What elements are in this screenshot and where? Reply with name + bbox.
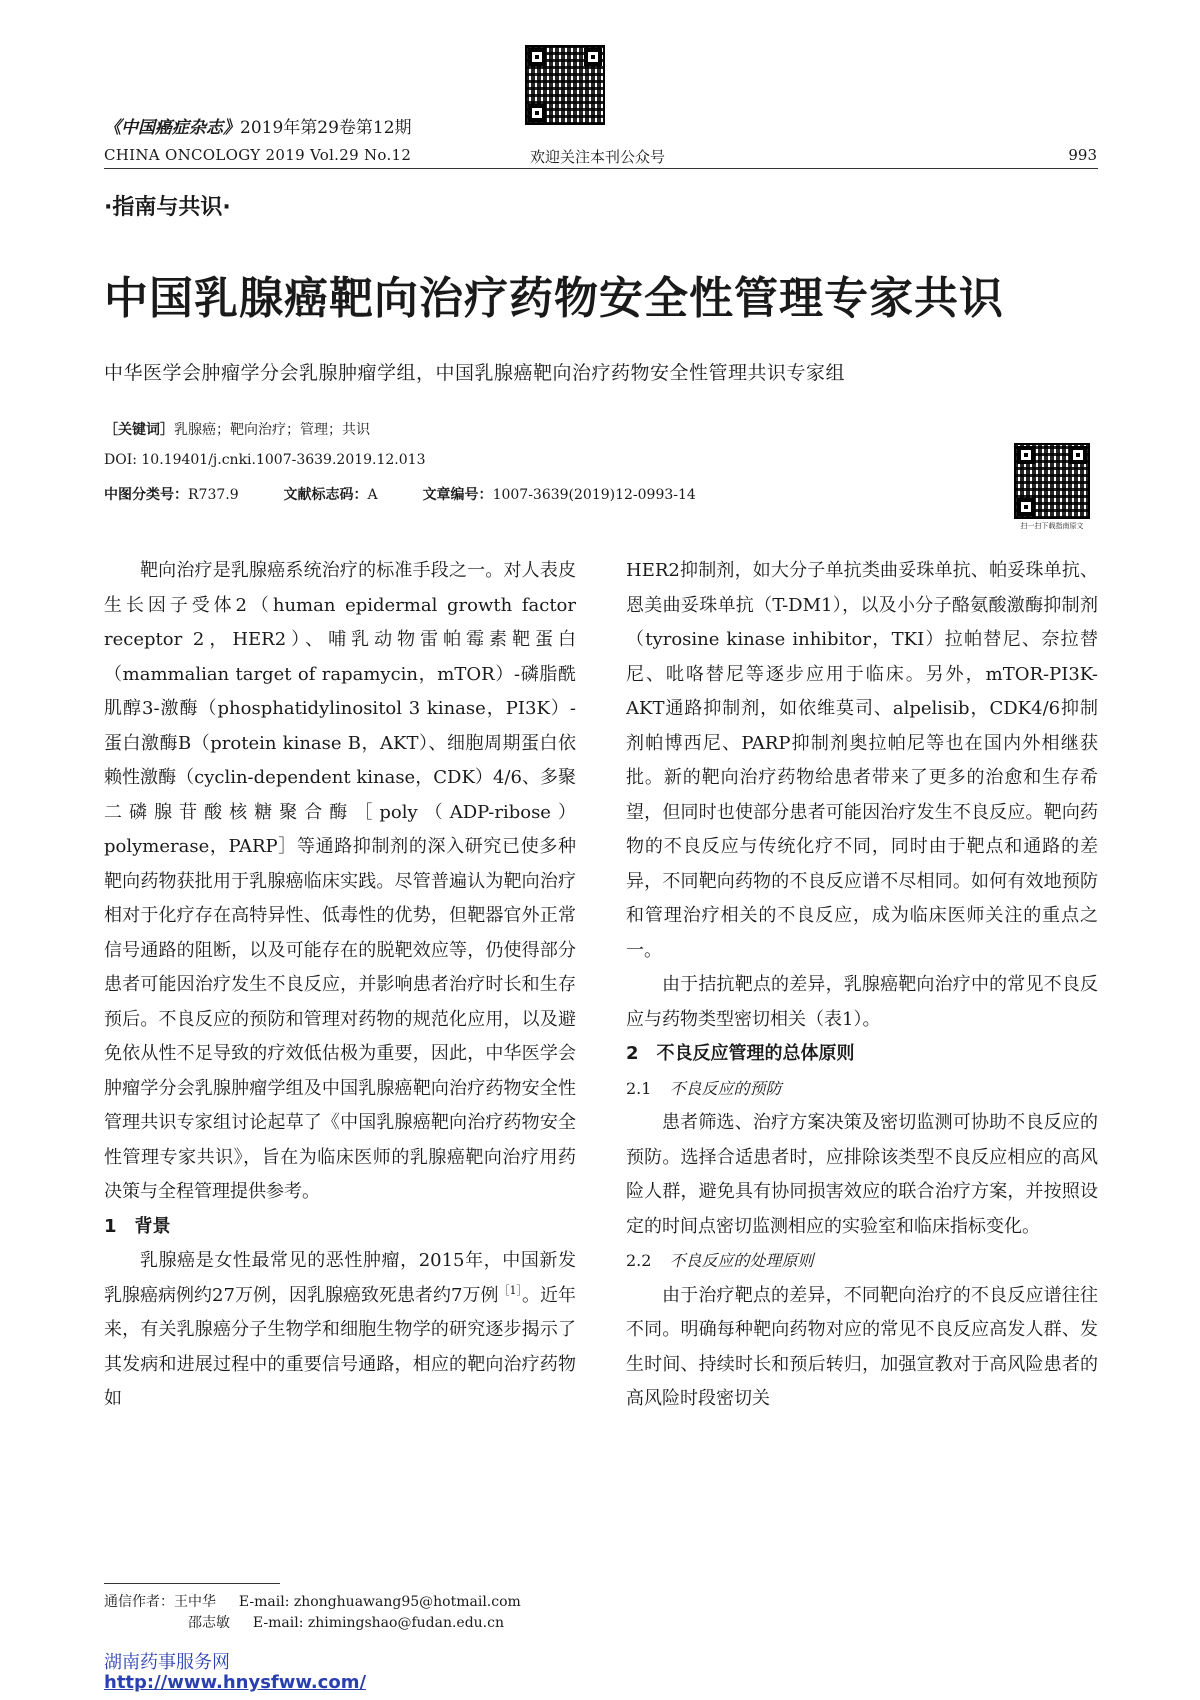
journal-wechat-qr-code <box>525 45 605 125</box>
doi-line: DOI: 10.19401/j.cnki.1007-3639.2019.12.013 <box>104 452 426 468</box>
header-rule <box>104 168 1098 169</box>
author-2-email[interactable]: E-mail: zhimingshao@fudan.edu.cn <box>252 1615 504 1631</box>
section-2-1-heading <box>626 1072 1098 1107</box>
paper-title: 中国乳腺癌靶向治疗药物安全性管理专家共识 <box>104 273 1004 324</box>
section-2-heading <box>626 1037 1098 1072</box>
section-2-2-number: 2.2 <box>626 1251 652 1270</box>
reference-1[interactable]: ［1］ <box>498 1283 522 1297</box>
author-1-email[interactable]: E-mail: zhonghuawang95@hotmail.com <box>238 1594 521 1610</box>
handling-paragraph: 由于治疗靶点的差异，不同靶向治疗的不良反应谱往往不同。明确每种靶向药物对应的常见不良反应高发人群、发生时间、持续时长和预后转归，加强宣教对于高风险患者的高风险时段密切关 <box>626 1284 1098 1409</box>
keywords-label: ［关键词］ <box>104 422 174 438</box>
journal-header-cn <box>104 113 412 138</box>
classification-line <box>104 484 696 504</box>
section-1-number: 1 <box>104 1215 117 1237</box>
background-text-a: 乳腺癌是女性最常见的恶性肿瘤，2015年，中国新发乳腺癌病例约27万例，因乳腺癌致死患者约7万例 <box>104 1250 576 1306</box>
doc-code: A <box>367 487 378 503</box>
article-no: 1007-3639(2019)12-0993-14 <box>492 487 696 503</box>
corresponding-label: 通信作者： <box>104 1594 174 1610</box>
footer-site-name: 湖南药事服务网 <box>104 1652 230 1673</box>
section-2-2-heading <box>626 1244 1098 1279</box>
doc-code-label: 文献标志码： <box>283 487 368 503</box>
page-number: 993 <box>1068 146 1097 164</box>
keywords: 乳腺癌；靶向治疗；管理；共识 <box>174 422 370 438</box>
guideline-download-qr-code <box>1014 443 1090 519</box>
article-no-label: 文章编号： <box>422 487 493 503</box>
prevention-paragraph: 患者筛选、治疗方案决策及密切监测可协助不良反应的预防。选择合适患者时，应排除该类型不良反应相应的高风险人群，避免具有协同损害效应的联合治疗方案，并按照设定的时间点密切监测相应的实验室和临床指标变化。 <box>626 1112 1098 1237</box>
section-1-title: 背景 <box>134 1215 171 1237</box>
footer-site-url[interactable]: http://www.hnysfww.com/ <box>104 1672 367 1693</box>
background-paragraph <box>104 1244 576 1417</box>
section-2-1-number: 2.1 <box>626 1078 652 1098</box>
left-column <box>104 554 576 1417</box>
clc-code: R737.9 <box>188 487 239 503</box>
corresponding-author-1 <box>104 1591 521 1611</box>
clc-label: 中图分类号： <box>104 487 188 503</box>
journal-name-cn: 《中国癌症杂志》 <box>104 118 240 138</box>
continued-paragraph: HER2抑制剂，如大分子单抗类曲妥珠单抗、帕妥珠单抗、恩美曲妥珠单抗（T-DM1），以及小分子酪氨酸激酶抑制剂（tyrosine kinase inhibitor，TKI）拉帕替尼、奈拉替尼、吡咯替尼等逐步应用于临床。另外，mTOR-PI3K-AKT通路抑制剂，如依维莫司、alpelisib，CDK4/6抑制剂帕博西尼、PARP抑制剂奥拉帕尼等也在国内外相继获批。新的靶向治疗药物给患者带来了更多的治愈和生存希望，但同时也使部分患者可能因治疗发生不良反应。靶向药物的不良反应与传统化疗不同，同时由于靶点和通路的差异，不同靶向药物的不良反应谱不尽相同。如何有效地预防和管理治疗相关的不良反应，成为临床医师关注的重点之一。 <box>626 560 1098 961</box>
author-groups: 中华医学会肿瘤学分会乳腺肿瘤学组，中国乳腺癌靶向治疗药物安全性管理共识专家组 <box>104 362 846 384</box>
footnote-rule <box>104 1583 280 1584</box>
section-1-heading <box>104 1210 576 1245</box>
qr-download-caption: 扫一扫下载指南原文 <box>1020 522 1084 530</box>
right-column <box>626 554 1098 1417</box>
follow-caption: 欢迎关注本刊公众号 <box>530 148 666 166</box>
journal-header-en: CHINA ONCOLOGY 2019 Vol.29 No.12 <box>104 146 412 164</box>
author-2-name: 邵志敏 <box>188 1615 230 1631</box>
section-2-number: 2 <box>626 1043 639 1064</box>
corresponding-author-2 <box>188 1612 504 1632</box>
journal-issue-cn: 2019年第29卷第12期 <box>240 118 412 138</box>
adverse-reaction-paragraph: 由于拮抗靶点的差异，乳腺癌靶向治疗中的常见不良反应与药物类型密切相关（表1）。 <box>626 974 1098 1030</box>
intro-paragraph: 靶向治疗是乳腺癌系统治疗的标准手段之一。对人表皮生长因子受体2（human epidermal growth factor receptor 2，HER2）、哺乳动物雷帕霉素靶蛋白（mammalian target of rapamycin，mTOR）-磷脂酰肌醇3-激酶（phosphatidylinositol 3 kinase，PI3K）-蛋白激酶B（protein kinase B，AKT）、细胞周期蛋白依赖性激酶（cyclin-dependent kinase，CDK）4/6、多聚二磷腺苷酸核糖聚合酶［poly（ADP-ribose）polymerase，PARP］等通路抑制剂的深入研究已使多种靶向药物获批用于乳腺癌临床实践。尽管普遍认为靶向治疗相对于化疗存在高特异性、低毒性的优势，但靶器官外正常信号通路的阻断，以及可能存在的脱靶效应等，仍使得部分患者可能因治疗发生不良反应，并影响患者治疗时长和生存预后。不良反应的预防和管理对药物的规范化应用，以及避免依从性不足导致的疗效低估极为重要，因此，中华医学会肿瘤学分会乳腺肿瘤学组及中国乳腺癌靶向治疗药物安全性管理共识专家组讨论起草了《中国乳腺癌靶向治疗药物安全性管理专家共识》，旨在为临床医师的乳腺癌靶向治疗用药决策与全程管理提供参考。 <box>104 560 576 1202</box>
section-2-2-title: 不良反应的处理原则 <box>669 1251 814 1270</box>
section-2-title: 不良反应管理的总体原则 <box>656 1043 855 1064</box>
section-2-1-title: 不良反应的预防 <box>669 1078 782 1098</box>
author-1-name: 王中华 <box>174 1594 216 1610</box>
background-text-b: 。近年来，有关乳腺癌分子生物学和细胞生物学的研究逐步揭示了其发病和进展过程中的重要信号通路，相应的靶向治疗药物如 <box>104 1284 576 1409</box>
section-tag: ·指南与共识· <box>104 195 231 220</box>
keywords-line <box>104 419 370 439</box>
